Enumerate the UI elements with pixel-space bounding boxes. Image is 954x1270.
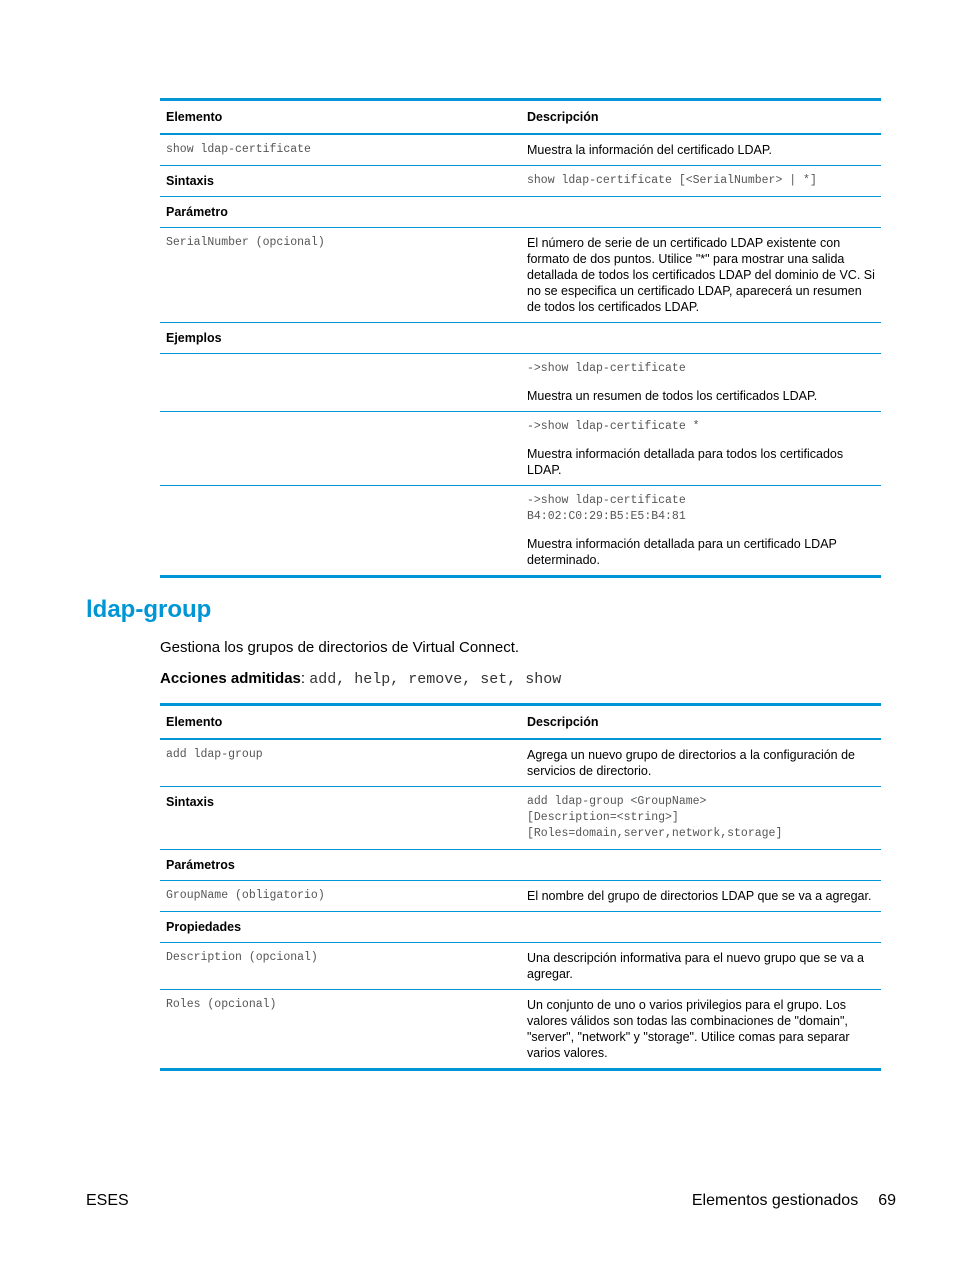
empty-cell [160,412,521,486]
actions-label: Acciones admitidas [160,670,301,687]
example-description: Muestra un resumen de todos los certificados LDAP. [527,389,818,403]
actions-separator: : [300,670,310,687]
table-row [160,354,881,412]
example-command: ->show ldap-certificate [527,362,686,375]
empty-cell [521,912,881,943]
header-descripcion: Descripción [521,705,881,740]
example-command: ->show ldap-certificate * [527,420,700,433]
empty-cell [521,323,881,354]
syntax-label: Sintaxis [160,166,521,197]
empty-cell [160,354,521,412]
syntax-line: [Roles=domain,server,network,storage] [527,827,783,840]
section-title: ldap-group [86,596,212,623]
table-row [160,739,881,787]
property-name: Description (opcional) [160,943,521,990]
property-description: Un conjunto de uno o varios privilegios para el grupo. Los valores válidos son todas las combinaciones de "domain", "server", "network" y "storage". Utilice comas para separar varios valores. [521,990,881,1070]
property-name: Roles (opcional) [160,990,521,1070]
command-description: Agrega un nuevo grupo de directorios a la configuración de servicios de directorio. [521,739,881,787]
table-row [160,166,881,197]
properties-section-label: Propiedades [160,912,521,943]
command-description: Muestra la información del certificado LDAP. [521,134,881,166]
empty-cell [160,486,521,577]
table-row [160,412,881,486]
examples-label: Ejemplos [160,323,521,354]
syntax-line: add ldap-group <GroupName> [527,795,707,808]
parameter-description: El número de serie de un certificado LDAP existente con formato de dos puntos. Utilice "*" para mostrar una salida detallada de todos los certificados LDAP del dominio de VC. Si no se especifica un certificado LDAP, aparecerá un resumen de todos los certificados LDAP. [521,228,881,323]
syntax-line: [Description=<string>] [527,811,679,824]
table-row [160,881,881,912]
parameter-description: El nombre del grupo de directorios LDAP que se va a agregar. [521,881,881,912]
command-name: add ldap-group [160,739,521,787]
footer-locale: ESES [86,1192,129,1209]
example-cell [521,412,881,486]
example-description: Muestra información detallada para todos los certificados LDAP. [527,447,844,477]
empty-cell [521,850,881,881]
table-row [160,134,881,166]
header-descripcion: Descripción [521,100,881,135]
table-row [160,787,881,850]
table-header-row [160,705,881,740]
syntax-value: show ldap-certificate [<SerialNumber> | *] [521,166,881,197]
example-cell [521,486,881,577]
supported-actions [160,670,561,688]
table-row [160,197,881,228]
header-elemento: Elemento [160,100,521,135]
table-row [160,323,881,354]
table-row [160,943,881,990]
table-header-row [160,100,881,135]
section-intro: Gestiona los grupos de directorios de Virtual Connect. [160,639,520,656]
table-row [160,850,881,881]
table-row [160,228,881,323]
syntax-value [521,787,881,850]
footer-section: Elementos gestionados [691,1192,859,1209]
example-cell [521,354,881,412]
property-description: Una descripción informativa para el nuevo grupo que se va a agregar. [521,943,881,990]
parameter-name: SerialNumber (opcional) [160,228,521,323]
header-elemento: Elemento [160,705,521,740]
certificate-table [160,98,881,578]
table-row [160,990,881,1070]
example-description: Muestra información detallada para un certificado LDAP determinado. [527,537,837,567]
table-row [160,912,881,943]
command-name: show ldap-certificate [160,134,521,166]
page-number: 69 [878,1192,896,1209]
empty-cell [521,197,881,228]
example-command: ->show ldap-certificate B4:02:C0:29:B5:E5:B4:81 [527,494,686,523]
ldap-group-table [160,703,881,1071]
parameter-name: GroupName (obligatorio) [160,881,521,912]
actions-list: add, help, remove, set, show [309,671,562,688]
syntax-label: Sintaxis [160,787,521,850]
table-row [160,486,881,577]
parameter-section-label: Parámetro [160,197,521,228]
parameters-section-label: Parámetros [160,850,521,881]
footer-section-page [692,1192,896,1210]
